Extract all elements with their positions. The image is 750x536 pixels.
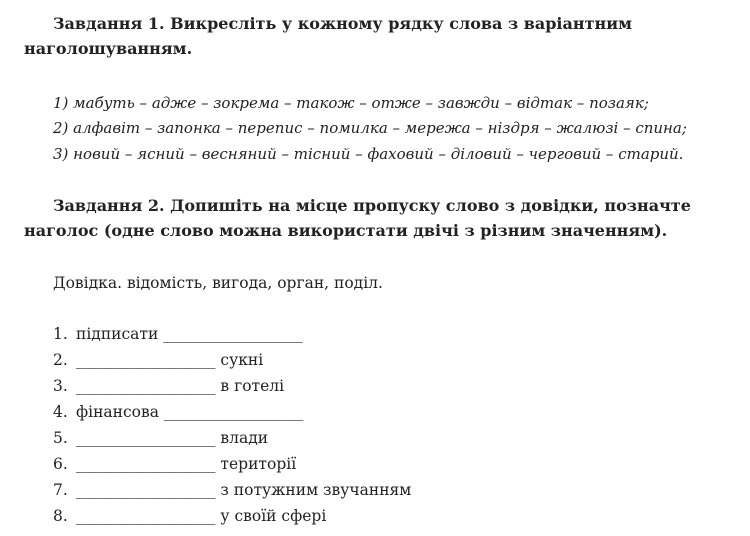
task-1-line-3: 3) новий – ясний – весняний – тісний – фаховий – діловий – черговий – старий. bbox=[53, 145, 684, 163]
item-number: 6. bbox=[53, 455, 68, 473]
list-item bbox=[53, 454, 296, 474]
item-text: __________________ в готелі bbox=[76, 377, 285, 395]
list-item bbox=[53, 428, 268, 448]
reference-words: Довідка. відомість, вигода, орган, поділ. bbox=[53, 274, 383, 292]
item-text: __________________ влади bbox=[76, 429, 269, 447]
item-number: 7. bbox=[53, 481, 68, 499]
item-number: 1. bbox=[53, 325, 68, 343]
list-item bbox=[53, 506, 326, 526]
item-text: __________________ у своїй сфері bbox=[76, 507, 327, 525]
item-number: 3. bbox=[53, 377, 68, 395]
list-item bbox=[53, 350, 263, 370]
item-text: __________________ території bbox=[76, 455, 297, 473]
item-number: 8. bbox=[53, 507, 68, 525]
task-1-heading: Завдання 1. Викресліть у кожному рядку слова з варіантним наголошуванням. bbox=[24, 14, 632, 58]
list-item bbox=[53, 480, 411, 500]
item-number: 4. bbox=[53, 403, 68, 421]
task-2-heading: Завдання 2. Допишіть на місце пропуску слово з довідки, позначте наголос (одне слово можна використати двічі з різним значенням). bbox=[24, 196, 691, 240]
item-text: __________________ з потужним звучанням bbox=[76, 481, 412, 499]
item-text: підписати __________________ bbox=[76, 325, 303, 343]
task-1-line-2: 2) алфавіт – запонка – перепис – помилка – мережа – ніздря – жалюзі – спина; bbox=[53, 119, 687, 137]
item-text: __________________ сукні bbox=[76, 351, 264, 369]
item-number: 2. bbox=[53, 351, 68, 369]
list-item bbox=[53, 402, 303, 422]
item-text: фінансова __________________ bbox=[76, 403, 304, 421]
item-number: 5. bbox=[53, 429, 68, 447]
task-1-line-1: 1) мабуть – адже – зокрема – також – отже – завжди – відтак – позаяк; bbox=[53, 94, 649, 112]
list-item bbox=[53, 376, 284, 396]
list-item bbox=[53, 324, 303, 344]
